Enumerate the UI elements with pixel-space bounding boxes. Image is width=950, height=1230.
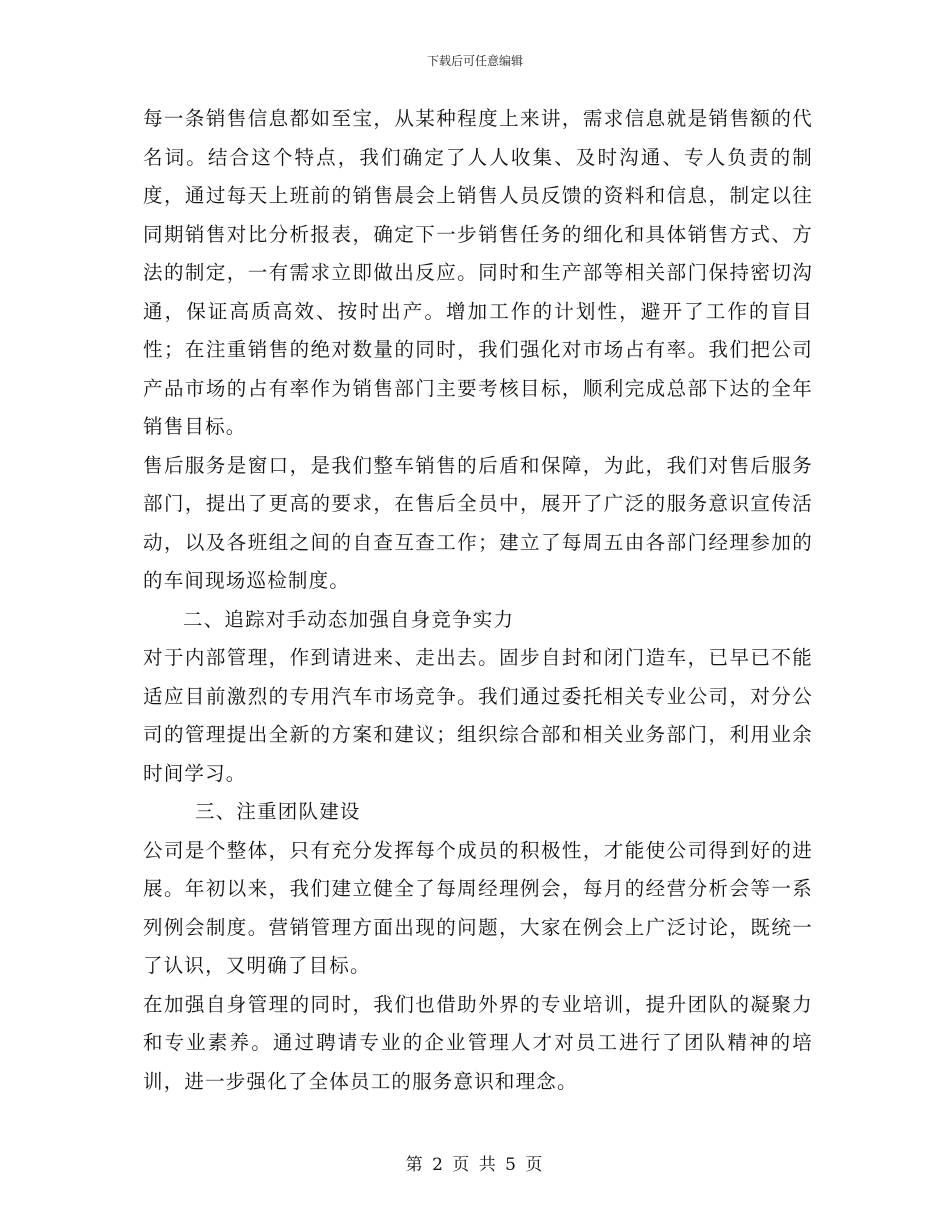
paragraph-after-sales: 售后服务是窗口，是我们整车销售的后盾和保障，为此，我们对售后服务部门，提出了更高的要求，在售后全员中，展开了广泛的服务意识宣传活动，以及各班组之间的自查互查工作；建立了每周五由各部门经理参加的的车间现场巡检制度。 <box>143 453 813 592</box>
paragraph-training: 在加强自身管理的同时，我们也借助外界的专业培训，提升团队的凝聚力和专业素养。通过聘请专业的企业管理人才对员工进行了团队精神的培训，进一步强化了全体员工的服务意识和理念。 <box>143 992 813 1093</box>
paragraph-internal-management: 对于内部管理，作到请进来、走出去。固步自封和闭门造车，已早已不能适应目前激烈的专用汽车市场竞争。我们通过委托相关专业公司，对分公司的管理提出全新的方案和建议；组织综合部和相关业务部门，利用业余时间学习。 <box>143 646 813 785</box>
section-heading-team-building: 三、注重团队建设 <box>195 800 361 823</box>
section-heading-competition: 二、追踪对手动态加强自身竞争实力 <box>183 607 515 631</box>
document-body <box>143 100 813 1101</box>
page-number: 第 2 页 共 5 页 <box>405 1155 545 1175</box>
paragraph-company-whole: 公司是个整体，只有充分发挥每个成员的积极性，才能使公司得到好的进展。年初以来，我们建立健全了每周经理例会，每月的经营分析会等一系列例会制度。营销管理方面出现的问题，大家在例会上广泛讨论，既统一了认识，又明确了目标。 <box>143 838 813 977</box>
page-header: 下载后可任意编辑 <box>426 54 523 68</box>
paragraph-sales-info: 每一条销售信息都如至宝，从某种程度上来讲，需求信息就是销售额的代名词。结合这个特点，我们确定了人人收集、及时沟通、专人负责的制度，通过每天上班前的销售晨会上销售人员反馈的资料和信息，制定以往同期销售对比分析报表，确定下一步销售任务的细化和具体销售方式、方法的制定，一有需求立即做出反应。同时和生产部等相关部门保持密切沟通，保证高质高效、按时出产。增加工作的计划性，避开了工作的盲目性；在注重销售的绝对数量的同时，我们强化对市场占有率。我们把公司产品市场的占有率作为销售部门主要考核目标，顺利完成总部下达的全年销售目标。 <box>143 107 813 438</box>
